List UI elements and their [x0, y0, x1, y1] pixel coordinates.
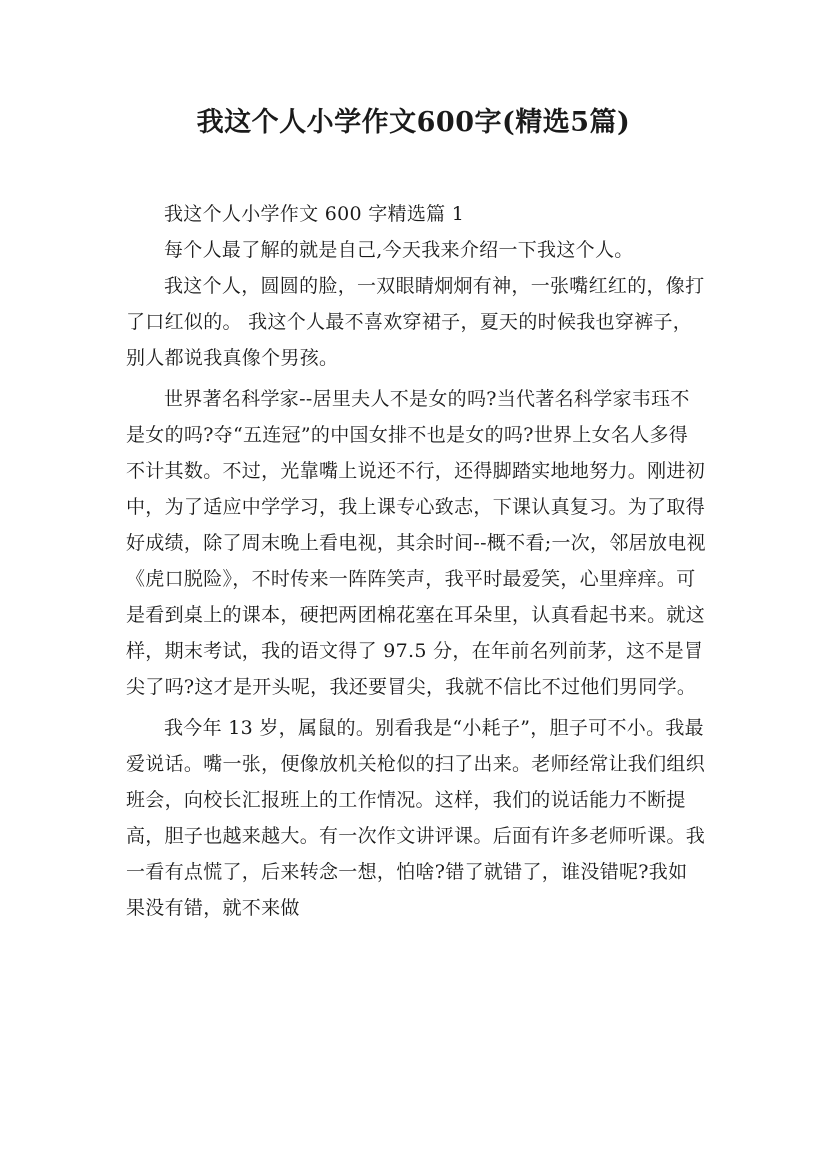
paragraph-1: 每个人最了解的就是自己,今天我来介绍一下我这个人。: [164, 239, 634, 261]
paragraph-2: 我这个人，圆圆的脸，一双眼睛炯炯有神，一张嘴红红的，像打了口红似的。 我这个人最不喜欢穿裙子，夏天的时候我也穿裤子，别人都说我真像个男孩。: [126, 275, 705, 369]
paragraph-4: 我今年 13 岁，属鼠的。别看我是“小耗子”，胆子可不小。我最爱说话。嘴一张，便像放机关枪似的扫了出来。老师经常让我们组织班会，向校长汇报班上的工作情况。这样，我们的说话能力不断提高，胆子也越来越大。有一次作文讲评课。后面有许多老师听课。我一看有点慌了，后来转念一想，怕啥?错了就错了，谁没错呢?我如果没有错，就不来做: [126, 717, 706, 919]
paragraph-3: 世界著名科学家--居里夫人不是女的吗?当代著名科学家韦珏不是女的吗?夺“五连冠”的中国女排不也是女的吗?世界上女名人多得不计其数。不过，光靠嘴上说还不行，还得脚踏实地地努力。刚进初中，为了适应中学学习，我上课专心致志，下课认真复习。为了取得好成绩，除了周末晚上看电视，其余时间--概不看;一次，邻居放电视《虎口脱险》，不时传来一阵阵笑声，我平时最爱笑，心里痒痒。可是看到桌上的课本，硬把两团棉花塞在耳朵里，认真看起书来。就这样，期末考试，我的语文得了 97.5 分，在年前名列前茅，这不是冒尖了吗?这才是开头呢，我还要冒尖，我就不信比不过他们男同学。: [126, 388, 706, 698]
document-title: 我这个人小学作文600字(精选5篇): [196, 107, 631, 138]
document-body: [126, 196, 706, 926]
section-heading: 我这个人小学作文 600 字精选篇 1: [164, 203, 465, 225]
